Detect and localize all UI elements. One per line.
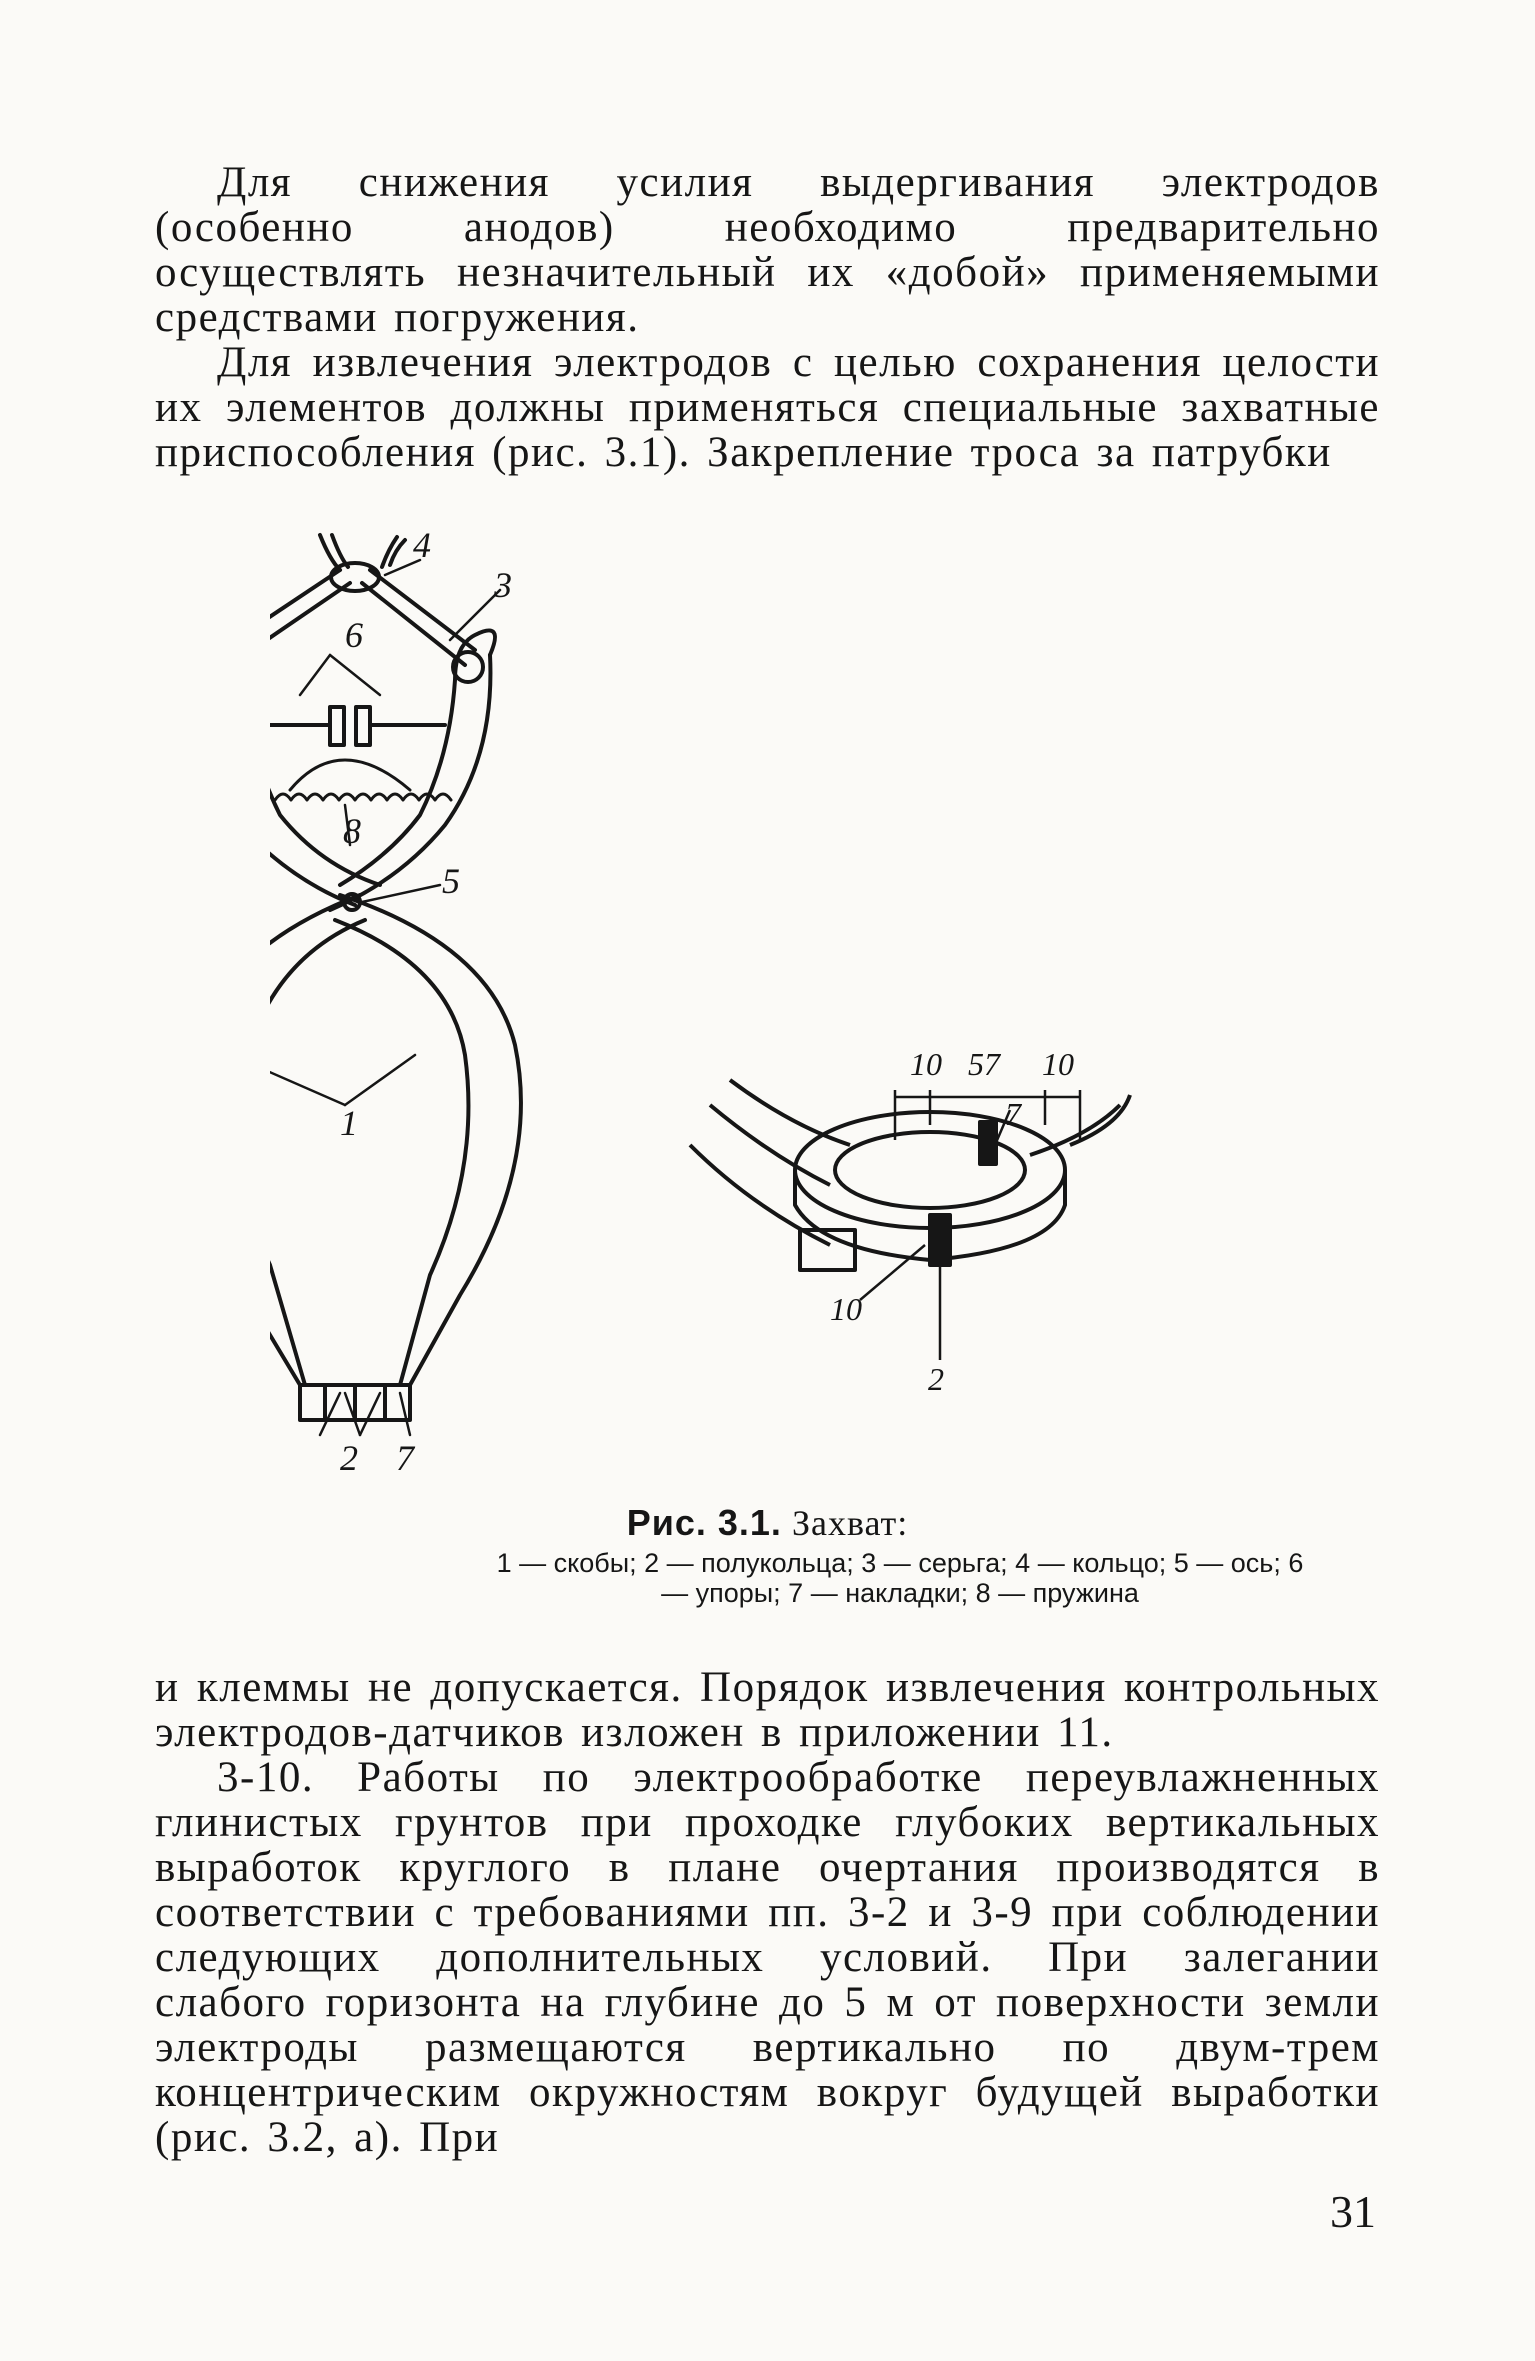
label-7: 7 bbox=[396, 1438, 414, 1478]
figure-caption-legend: 1 — скобы; 2 — полукольца; 3 — серьга; 4 — кольцо; 5 — ось; 6 — упоры; 7 — накладки; 8 — пружина bbox=[496, 1548, 1304, 1608]
leader-lines bbox=[270, 560, 500, 1435]
bottom-text-block bbox=[155, 1665, 1380, 2160]
label-ring-10: 10 bbox=[830, 1291, 862, 1327]
label-ring-2: 2 bbox=[928, 1361, 944, 1397]
label-1: 1 bbox=[340, 1103, 358, 1143]
paragraph-3: и клеммы не допускается. Порядок извлечения контрольных электродов-датчиков изложен в приложении 11. bbox=[155, 1664, 1380, 1756]
label-dim-mid: 57 bbox=[968, 1046, 1000, 1082]
label-5: 5 bbox=[442, 861, 460, 901]
paragraph-2: Для извлечения электродов с целью сохранения целости их элементов должны применяться специальные захватные приспособления (рис. 3.1). Закрепление троса за патрубки bbox=[155, 339, 1380, 476]
page-number: 31 bbox=[1330, 2186, 1376, 2237]
label-dim-left: 10 bbox=[910, 1046, 942, 1082]
paragraph-4: 3-10. Работы по электрообработке переувлажненных глинистых грунтов при проходке глубоких вертикальных выработок круглого в плане очертания производятся в соответствии с требованиями пп. 3-2 и 3-9 при соблюдении следующих дополнительных условий. При залегании слабого горизонта на глубине до 5 м от поверхности земли электроды размещаются вертикально по двум-трем концентрическим окружностям вокруг будущей выработки (рис. 3.2, а). При bbox=[155, 1754, 1380, 2161]
paragraph-1: Для снижения усилия выдергивания электродов (особенно анодов) необходимо предварительно осуществлять незначительный их «добой» применяемыми средствами погружения. bbox=[155, 159, 1380, 341]
ring-icon bbox=[331, 563, 379, 591]
label-dim-right: 10 bbox=[1042, 1046, 1074, 1082]
half-rings-bottom-icon bbox=[300, 1385, 410, 1420]
top-text-block bbox=[155, 160, 1380, 475]
caption-number: Рис. 3.1. bbox=[626, 1502, 782, 1543]
label-ring-7: 7 bbox=[1005, 1096, 1021, 1132]
label-8: 8 bbox=[343, 811, 361, 851]
label-4: 4 bbox=[413, 525, 431, 565]
caption-title-text: Захват: bbox=[791, 1503, 909, 1543]
gripper-drawing bbox=[270, 525, 1280, 1485]
brackets-lower-icon bbox=[270, 895, 521, 1385]
label-6: 6 bbox=[345, 615, 363, 655]
label-2: 2 bbox=[340, 1438, 358, 1478]
figure-3-1-gripper bbox=[270, 525, 1280, 1485]
figure-caption-title bbox=[0, 1502, 1535, 1544]
label-3: 3 bbox=[494, 565, 512, 605]
stops-icon bbox=[270, 707, 445, 745]
spring-icon bbox=[275, 760, 451, 800]
ring-detail-icon bbox=[690, 1080, 1130, 1270]
